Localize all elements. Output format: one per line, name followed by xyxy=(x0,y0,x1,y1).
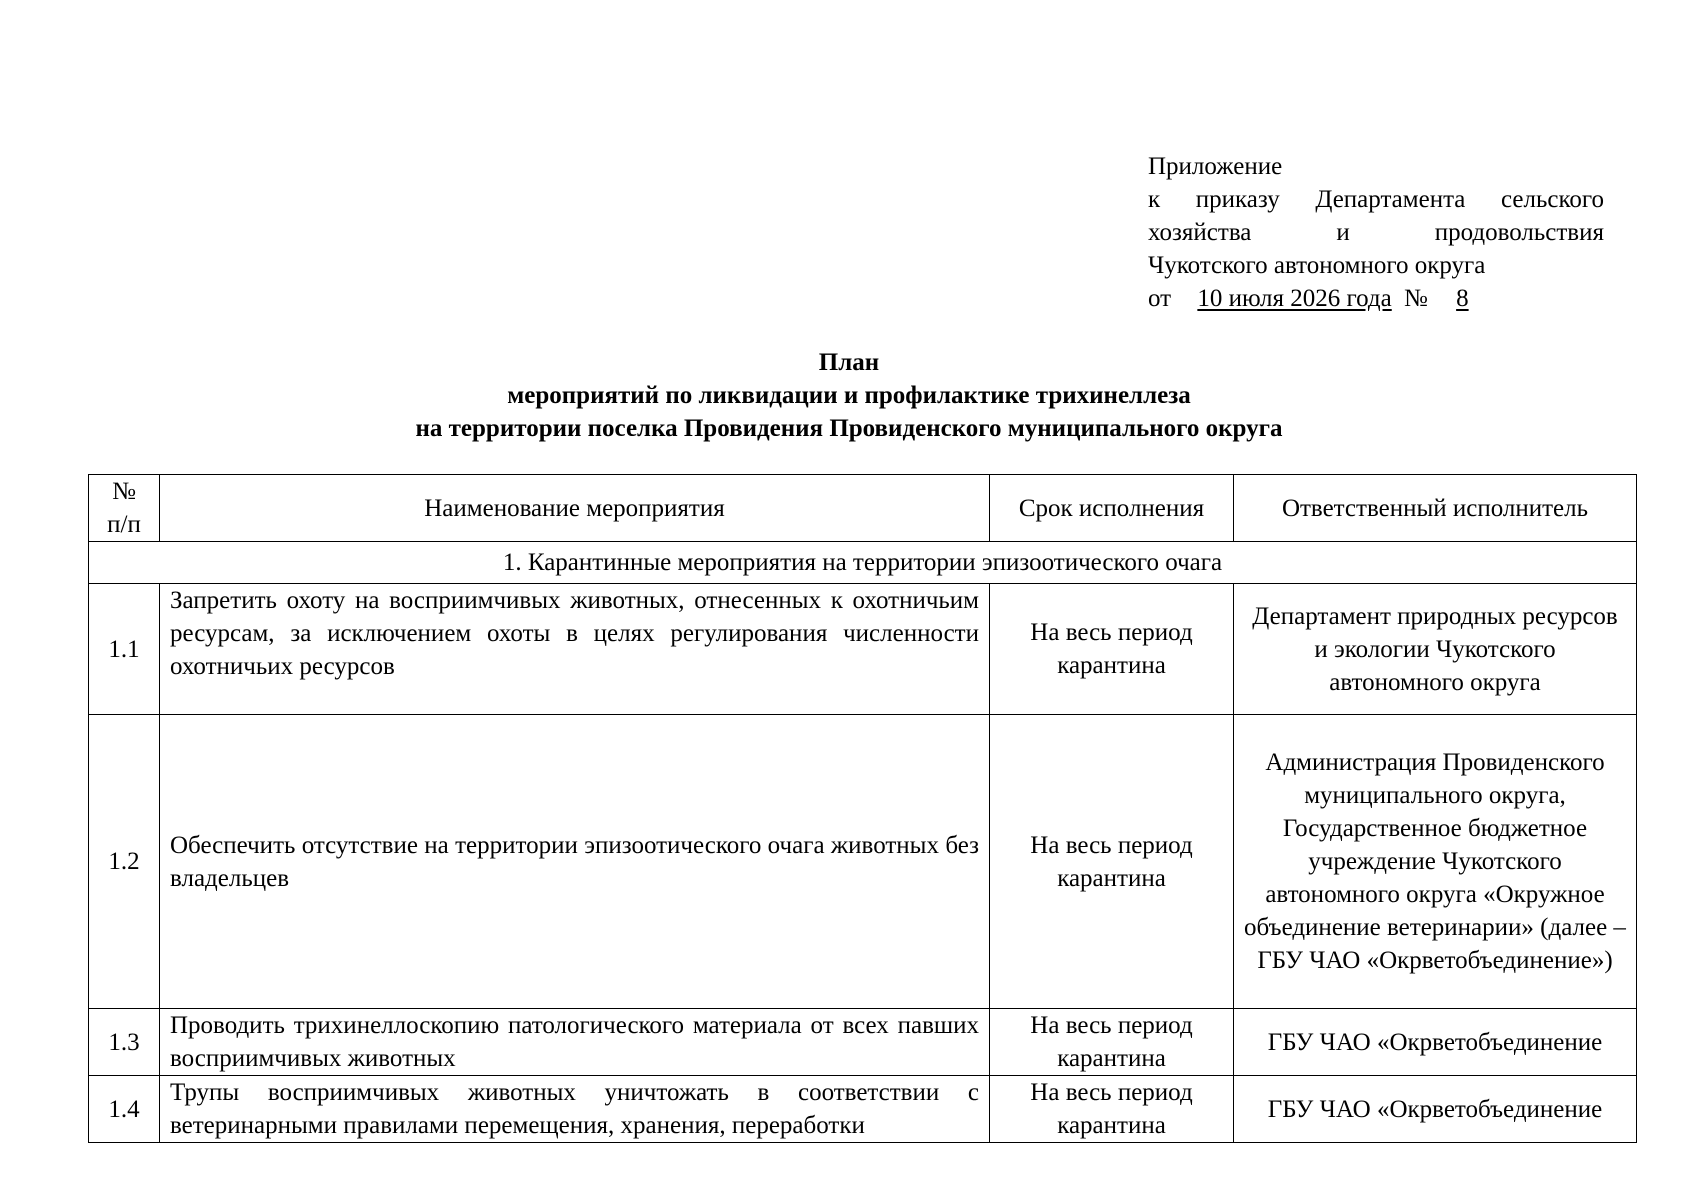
appendix-date-line xyxy=(1148,282,1604,315)
date-prefix: от xyxy=(1148,285,1172,312)
order-number: 8 xyxy=(1456,285,1469,312)
row-responsible: ГБУ ЧАО «Окрветобъединение xyxy=(1234,1076,1637,1143)
table-header-row xyxy=(89,475,1637,542)
number-sign: № xyxy=(1404,285,1428,312)
table-row xyxy=(89,1076,1637,1143)
row-term: На весь период карантина xyxy=(990,1009,1234,1076)
header-responsible: Ответственный исполнитель xyxy=(1234,475,1637,542)
row-responsible: Администрация Провиденского муниципального округа, Государственное бюджетное учреждение Чукотского автономного округа «Окружное объединение ветеринарии» (далее – ГБУ ЧАО «Окрветобъединение») xyxy=(1234,715,1637,1009)
row-measure: Запретить охоту на восприимчивых животных, отнесенных к охотничьим ресурсам, за исключением охоты в целях регулирования численности охотничьих ресурсов xyxy=(160,584,990,715)
document-title xyxy=(0,346,1698,445)
row-number: 1.3 xyxy=(89,1009,160,1076)
row-responsible: ГБУ ЧАО «Окрветобъединение xyxy=(1234,1009,1637,1076)
header-name: Наименование мероприятия xyxy=(160,475,990,542)
header-number: № п/п xyxy=(89,475,160,542)
title-line-1: План xyxy=(818,349,880,376)
title-line-3: на территории поселка Провидения Провиденского муниципального округа xyxy=(415,415,1283,442)
order-date: 10 июля 2026 года xyxy=(1197,285,1392,312)
row-number: 1.4 xyxy=(89,1076,160,1143)
row-term: На весь период карантина xyxy=(990,715,1234,1009)
section-row xyxy=(89,542,1637,584)
row-term: На весь период карантина xyxy=(990,1076,1234,1143)
measures-table xyxy=(88,474,1637,1143)
appendix-block xyxy=(1148,150,1604,315)
row-measure: Проводить трихинеллоскопию патологического материала от всех павших восприимчивых животных xyxy=(160,1009,990,1076)
appendix-order-reference: к приказу Департамента сельского хозяйства и продовольствия xyxy=(1148,186,1604,246)
row-number: 1.2 xyxy=(89,715,160,1009)
row-term: На весь период карантина xyxy=(990,584,1234,715)
row-number: 1.1 xyxy=(89,584,160,715)
header-term: Срок исполнения xyxy=(990,475,1234,542)
table-row xyxy=(89,1009,1637,1076)
appendix-title: Приложение xyxy=(1148,153,1283,180)
section-title: 1. Карантинные мероприятия на территории эпизоотического очага xyxy=(89,542,1637,584)
row-measure: Обеспечить отсутствие на территории эпизоотического очага животных без владельцев xyxy=(160,715,990,1009)
table-row xyxy=(89,715,1637,1009)
title-line-2: мероприятий по ликвидации и профилактике трихинеллеза xyxy=(507,382,1191,409)
row-measure: Трупы восприимчивых животных уничтожать в соответствии с ветеринарными правилами перемещения, хранения, переработки xyxy=(160,1076,990,1143)
table-row xyxy=(89,584,1637,715)
row-responsible: Департамент природных ресурсов и экологии Чукотского автономного округа xyxy=(1234,584,1637,715)
appendix-region: Чукотского автономного округа xyxy=(1148,252,1486,279)
